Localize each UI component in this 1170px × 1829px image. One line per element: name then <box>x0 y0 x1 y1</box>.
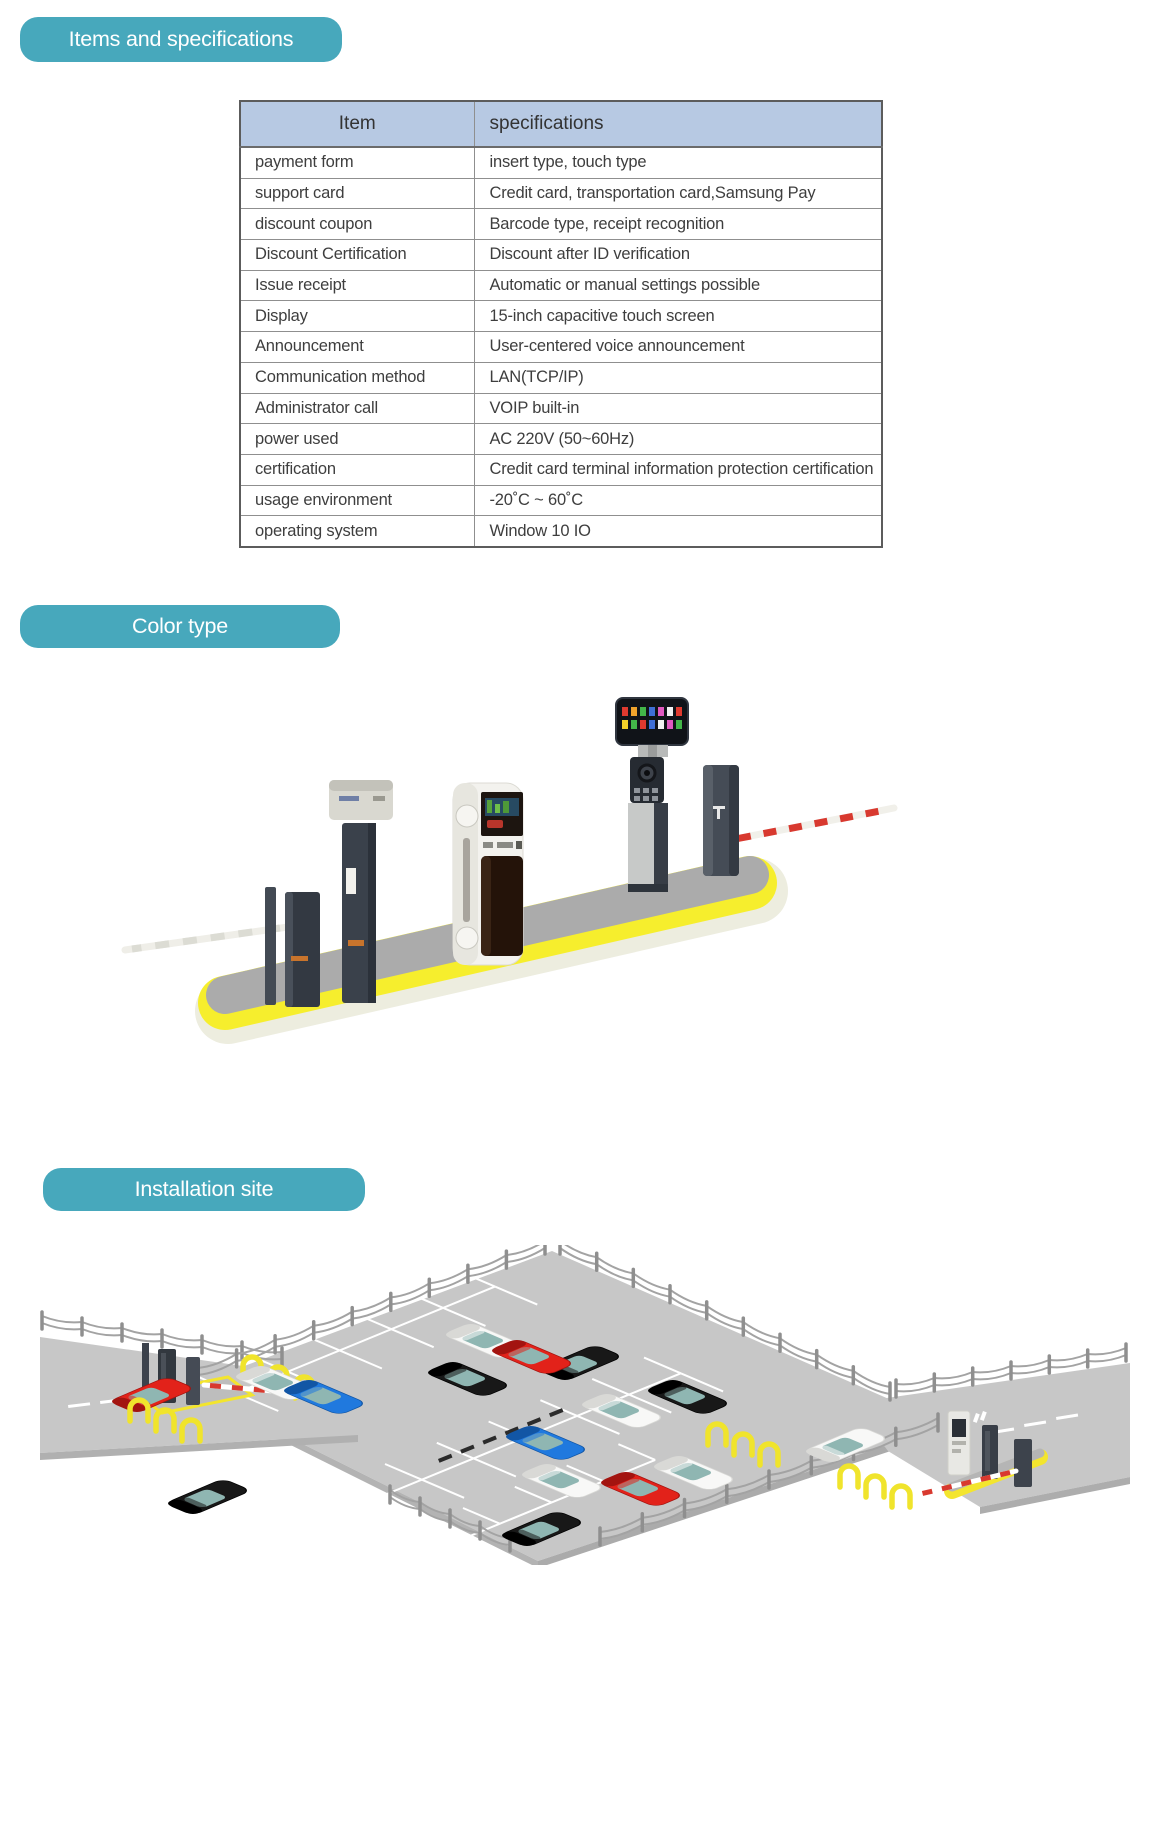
table-row <box>240 393 882 424</box>
item-label-cell: payment form <box>240 147 474 178</box>
spec-table-body <box>240 147 882 547</box>
spec-value-cell: AC 220V (50~60Hz) <box>474 424 882 455</box>
section-badge-color-type: Color type <box>20 605 340 648</box>
spec-value-cell: Discount after ID verification <box>474 240 882 271</box>
item-label-cell: Display <box>240 301 474 332</box>
led-guide-display <box>616 698 688 892</box>
item-label-cell: Announcement <box>240 332 474 363</box>
car-black <box>165 1479 251 1516</box>
item-label-cell: power used <box>240 424 474 455</box>
table-header-row <box>240 101 882 147</box>
spec-value-cell: -20˚C ~ 60˚C <box>474 485 882 516</box>
installation-site-illustration <box>40 1245 1130 1565</box>
spec-value-cell: VOIP built-in <box>474 393 882 424</box>
item-label-cell: operating system <box>240 516 474 547</box>
table-row <box>240 301 882 332</box>
table-row <box>240 362 882 393</box>
item-label-cell: Discount Certification <box>240 240 474 271</box>
table-row <box>240 454 882 485</box>
bollard <box>840 1466 858 1487</box>
spec-value-cell: 15-inch capacitive touch screen <box>474 301 882 332</box>
item-label-cell: certification <box>240 454 474 485</box>
exit-barrier-gate <box>703 765 894 876</box>
table-row <box>240 516 882 547</box>
table-row <box>240 147 882 178</box>
table-row <box>240 485 882 516</box>
item-label-cell: support card <box>240 178 474 209</box>
entry-barrier-arm <box>125 927 288 950</box>
item-label-cell: Administrator call <box>240 393 474 424</box>
table-row <box>240 270 882 301</box>
spec-value-cell: Credit card, transportation card,Samsung Pay <box>474 178 882 209</box>
spec-table <box>239 100 883 548</box>
table-row <box>240 332 882 363</box>
parking-ground <box>40 1251 1130 1565</box>
spec-value-cell: User-centered voice announcement <box>474 332 882 363</box>
section-badge-installation-site: Installation site <box>43 1168 365 1211</box>
spec-value-cell: insert type, touch type <box>474 147 882 178</box>
item-label-cell: usage environment <box>240 485 474 516</box>
item-label-cell: Communication method <box>240 362 474 393</box>
column-header-specifications: specifications <box>474 101 882 147</box>
bollard <box>866 1476 884 1497</box>
payment-kiosk <box>453 783 523 965</box>
spec-value-cell: Credit card terminal information protection certification <box>474 454 882 485</box>
column-header-item: Item <box>240 101 474 147</box>
table-row <box>240 240 882 271</box>
color-type-illustration <box>110 688 900 1053</box>
spec-value-cell: Barcode type, receipt recognition <box>474 209 882 240</box>
bollard <box>892 1486 910 1507</box>
section-badge-items-and-specifications: Items and specifications <box>20 17 342 62</box>
spec-value-cell: Automatic or manual settings possible <box>474 270 882 301</box>
table-row <box>240 424 882 455</box>
table-row <box>240 209 882 240</box>
spec-value-cell: LAN(TCP/IP) <box>474 362 882 393</box>
spec-value-cell: Window 10 IO <box>474 516 882 547</box>
item-label-cell: discount coupon <box>240 209 474 240</box>
table-row <box>240 178 882 209</box>
item-label-cell: Issue receipt <box>240 270 474 301</box>
